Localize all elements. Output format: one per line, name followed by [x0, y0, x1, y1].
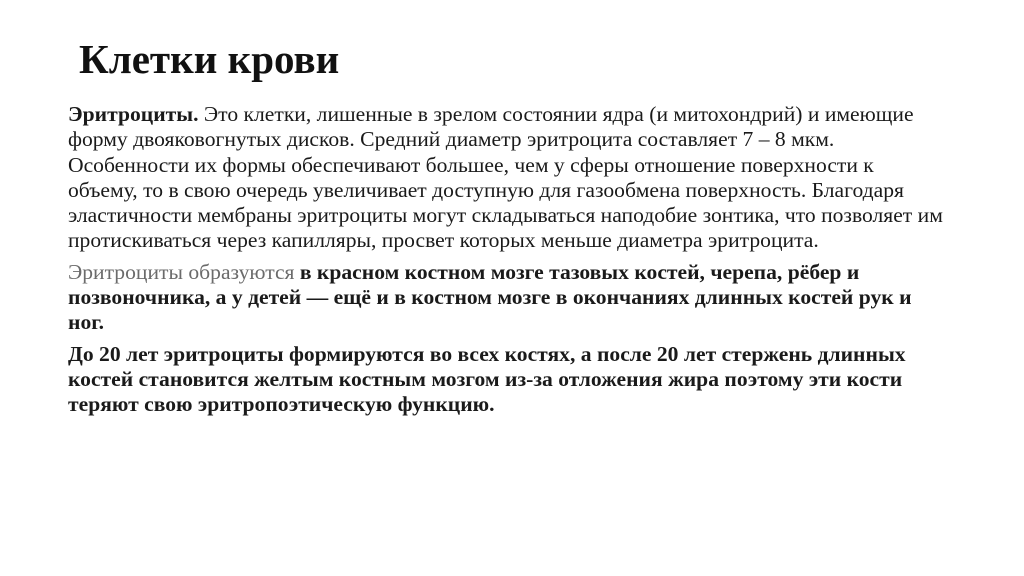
paragraph-2-text: в красном костном мозге тазовых костей, черепа, рёбер и позвоночника, а у детей — ещё и в костном мозге в окончаниях длинных костей рук и ног.: [68, 259, 912, 335]
paragraph-2-lead: Эритроциты образуются: [68, 259, 300, 284]
paragraph-3-text: До 20 лет эритроциты формируются во всех костях, а после 20 лет стержень длинных костей становится желтым костным мозгом из-за отложения жира поэтому эти кости теряют свою эритропоэтическую функцию.: [68, 341, 906, 417]
slide-title: Клетки крови: [79, 36, 340, 82]
paragraph-erythrocytes-formation: [68, 260, 948, 336]
paragraph-1-lead: Эритроциты.: [68, 102, 199, 126]
slide-body: [68, 102, 948, 418]
paragraph-erythrocytes-definition: [68, 102, 948, 254]
paragraph-1-text: Это клетки, лишенные в зрелом состоянии ядра (и митохондрий) и имеющие форму двояковогнутых дисков. Средний диаметр эритроцита составляет 7 – 8 мкм. Особенности их формы обеспечивают большее, чем у сферы отношение поверхности к объему, то в свою очередь увеличивает доступную для газообмена поверхность. Благодаря эластичности мембраны эритроциты могут складываться наподобие зонтика, что позволяет им протискиваться через капилляры, просвет которых меньше диаметра эритроцита.: [68, 102, 943, 253]
paragraph-erythrocytes-age: [68, 342, 948, 418]
